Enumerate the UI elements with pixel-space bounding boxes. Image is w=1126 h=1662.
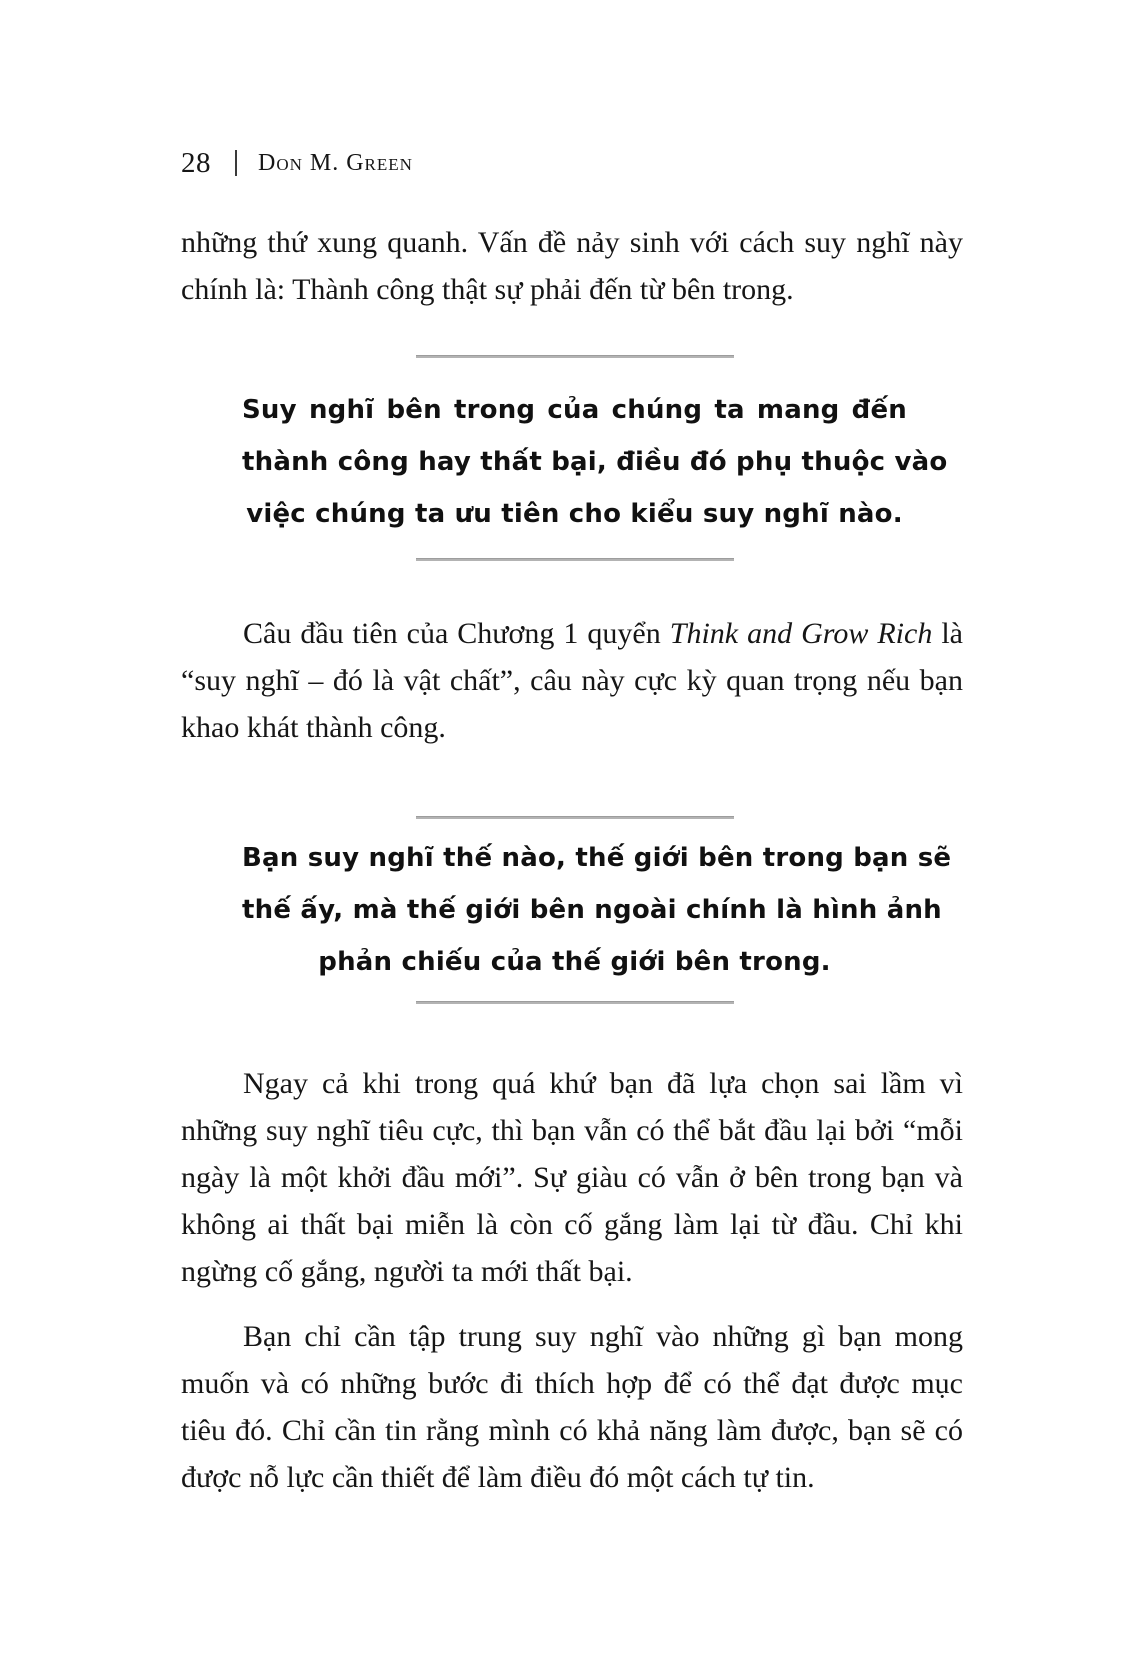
quote-line: Bạn suy nghĩ thế nào, thế giới bên trong bạn sẽ bbox=[242, 843, 952, 873]
pull-quote-1 bbox=[242, 384, 948, 540]
section-divider-2 bbox=[416, 558, 734, 561]
body-paragraph-4: Bạn chỉ cần tập trung suy nghĩ vào những gì bạn mong muốn và có những bước đi thích hợp để có thể đạt được mục tiêu đó. Chỉ cần tin rằng mình có khả năng làm được, bạn sẽ có được nỗ lực cần thiết để làm điều đó một cách tự tin. bbox=[181, 1320, 963, 1494]
body-paragraph-3: Ngay cả khi trong quá khứ bạn đã lựa chọn sai lầm vì những suy nghĩ tiêu cực, thì bạn vẫn có thể bắt đầu lại bởi “mỗi ngày là một khởi đầu mới”. Sự giàu có vẫn ở bên trong bạn và không ai thất bại miễn là còn cố gắng làm lại từ đầu. Chỉ khi ngừng cố gắng, người ta mới thất bại. bbox=[181, 1067, 963, 1288]
quote-line: phản chiếu của thế giới bên trong. bbox=[318, 947, 831, 977]
section-divider-1 bbox=[416, 355, 734, 358]
section-divider-4 bbox=[416, 1001, 734, 1004]
body-paragraph-2 bbox=[181, 610, 963, 751]
running-header bbox=[181, 148, 413, 178]
header-divider-line bbox=[235, 150, 237, 176]
quote-line: thế ấy, mà thế giới bên ngoài chính là hình ảnh bbox=[242, 895, 942, 925]
section-divider-3 bbox=[416, 816, 734, 819]
paragraph-2-text-suffix: là “suy nghĩ – đó là vật chất”, câu này cực kỳ quan trọng nếu bạn khao khát thành công. bbox=[181, 617, 964, 744]
paragraph-2-text: Câu đầu tiên của Chương 1 quyển bbox=[243, 617, 670, 650]
quote-line: việc chúng ta ưu tiên cho kiểu suy nghĩ nào. bbox=[246, 499, 903, 529]
quote-line: Suy nghĩ bên trong của chúng ta mang đến bbox=[242, 395, 907, 425]
page-number: 28 bbox=[181, 147, 211, 179]
book-title: Think and Grow Rich bbox=[669, 617, 933, 650]
running-author: Don M. Green bbox=[258, 150, 413, 176]
body-paragraph-1: những thứ xung quanh. Vấn đề nảy sinh với cách suy nghĩ này chính là: Thành công thật sự phải đến từ bên trong. bbox=[181, 226, 963, 306]
quote-line: thành công hay thất bại, điều đó phụ thuộc vào bbox=[242, 447, 948, 477]
pull-quote-2 bbox=[242, 832, 952, 988]
